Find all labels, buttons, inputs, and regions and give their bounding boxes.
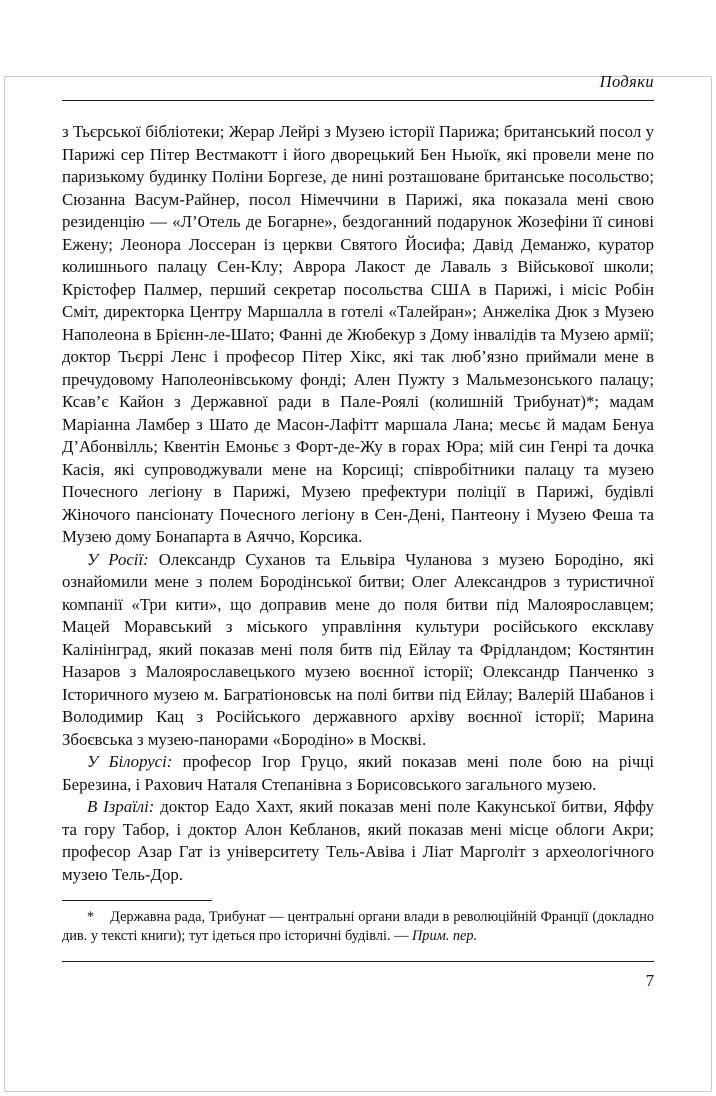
footnote-attribution: Прим. пер. — [411, 927, 478, 944]
paragraph-lead: В Ізраїлі: — [87, 797, 155, 816]
paragraph-lead: У Росії: — [87, 549, 149, 569]
paragraph: У Росії: Олександр Суханов та Ельвіра Чуланова з музею Бородіно, які ознайомили мене з полем Бородінської битви; Олег Александров з туристичної компанії «Три кити», що доправив мене до поля битви під Малоярославцем; Мацей Моравський з міського управління культури російського ексклаву Калінінград, який показав мені поля битв під Ейлау та Фрідландом; Костянтин Назаров з Малоярославецького музею воєнної історії; Олександр Панченко з Історичного музею м. Багратіоновськ на полі битви під Ейлау; Валерій Шабанов і Володимир Кац з Російського державного архіву воєнної історії; Марина Збоєвська з музею-панорами «Бородіно» в Москві. — [62, 549, 654, 749]
page-number: 7 — [645, 970, 654, 990]
footnote — [62, 908, 654, 946]
running-head: Подяки — [62, 72, 654, 101]
paragraph: В Ізраїлі: доктор Еадо Хахт, який показав мені поле Какунської битви, Яффу та гору Табор, і доктор Алон Кебланов, який показав мені місце облоги Акри; професор Азар Гат із університету Тель-Авіва і Ліат Марголіт з археологічного музею Тель-Дор. — [62, 797, 655, 884]
footnote-text: Державна рада, Трибунат — центральні органи влади в революційній Франції (докладно див. у тексті книги); тут ідеться про історичні будівлі. — — [62, 909, 654, 944]
paragraph-lead: У Білорусі: — [87, 752, 173, 771]
footnote-separator — [62, 900, 212, 901]
body-text — [62, 121, 654, 886]
paragraph: з Тьєрської бібліотеки; Жерар Лейрі з Музею історії Парижа; британський посол у Парижі сер Пітер Вестмакотт і його дворецький Бен Ньюїк, які провели мене по паризькому будинку Поліни Боргезе, де нині розташоване британське посольство; Сюзанна Васум-Райнер, посол Німеччини в Парижі, яка показала мені свою резиденцію — «Л’Отель де Богарне», бездоганний подарунок Жозефіни її синові Ежену; Леонора Лоссеран із церкви Святого Йосифа; Давід Деманжо, куратор колишнього палацу Сен-Клу; Аврора Лакост де Лаваль з Військової школи; Крістофер Палмер, перший секретар посольства США в Парижі, і місіс Робін Сміт, директорка Центру Маршалла в готелі «Талейран»; Анжеліка Дюк з Музею Наполеона в Брієнн-ле-Шато; Фанні де Жюбекур з Дому інвалідів та Музею армії; доктор Тьєррі Ленс і професор Пітер Хікс, які так люб’язно приймали мене в пречудовому Наполеонівському фонді; Ален Пужту з Мальмезонського палацу; Ксав’є Кайон з Державної ради в Пале-Роялі (колишній Трибунат)*; мадам Маріанна Ламбер з Шато де Масон-Лафітт маршала Лана; месьє й мадам Бенуа Д’Абонвілль; Квентін Емоньє з Форт-де-Жу в горах Юра; мій син Генрі та дочка Касія, які супроводжували мене на Корсиці; співробітники палацу та музею Почесного легіону в Парижі, Музею префектури поліції в Парижі, будівлі Жіночого пансіонату Почесного легіону в Сен-Дені, Пантеону і Музею Феша та Музею дому Бонапарта в Аяччо, Корсика. — [62, 122, 654, 546]
footnote-marker: * — [87, 909, 95, 925]
paragraph: У Білорусі: професор Ігор Груцо, який показав мені поле бою на річці Березина, і Рахович Наталя Степанівна з Борисовського загального музею. — [62, 752, 655, 794]
footer-rule — [62, 961, 654, 962]
book-page — [0, 72, 716, 991]
